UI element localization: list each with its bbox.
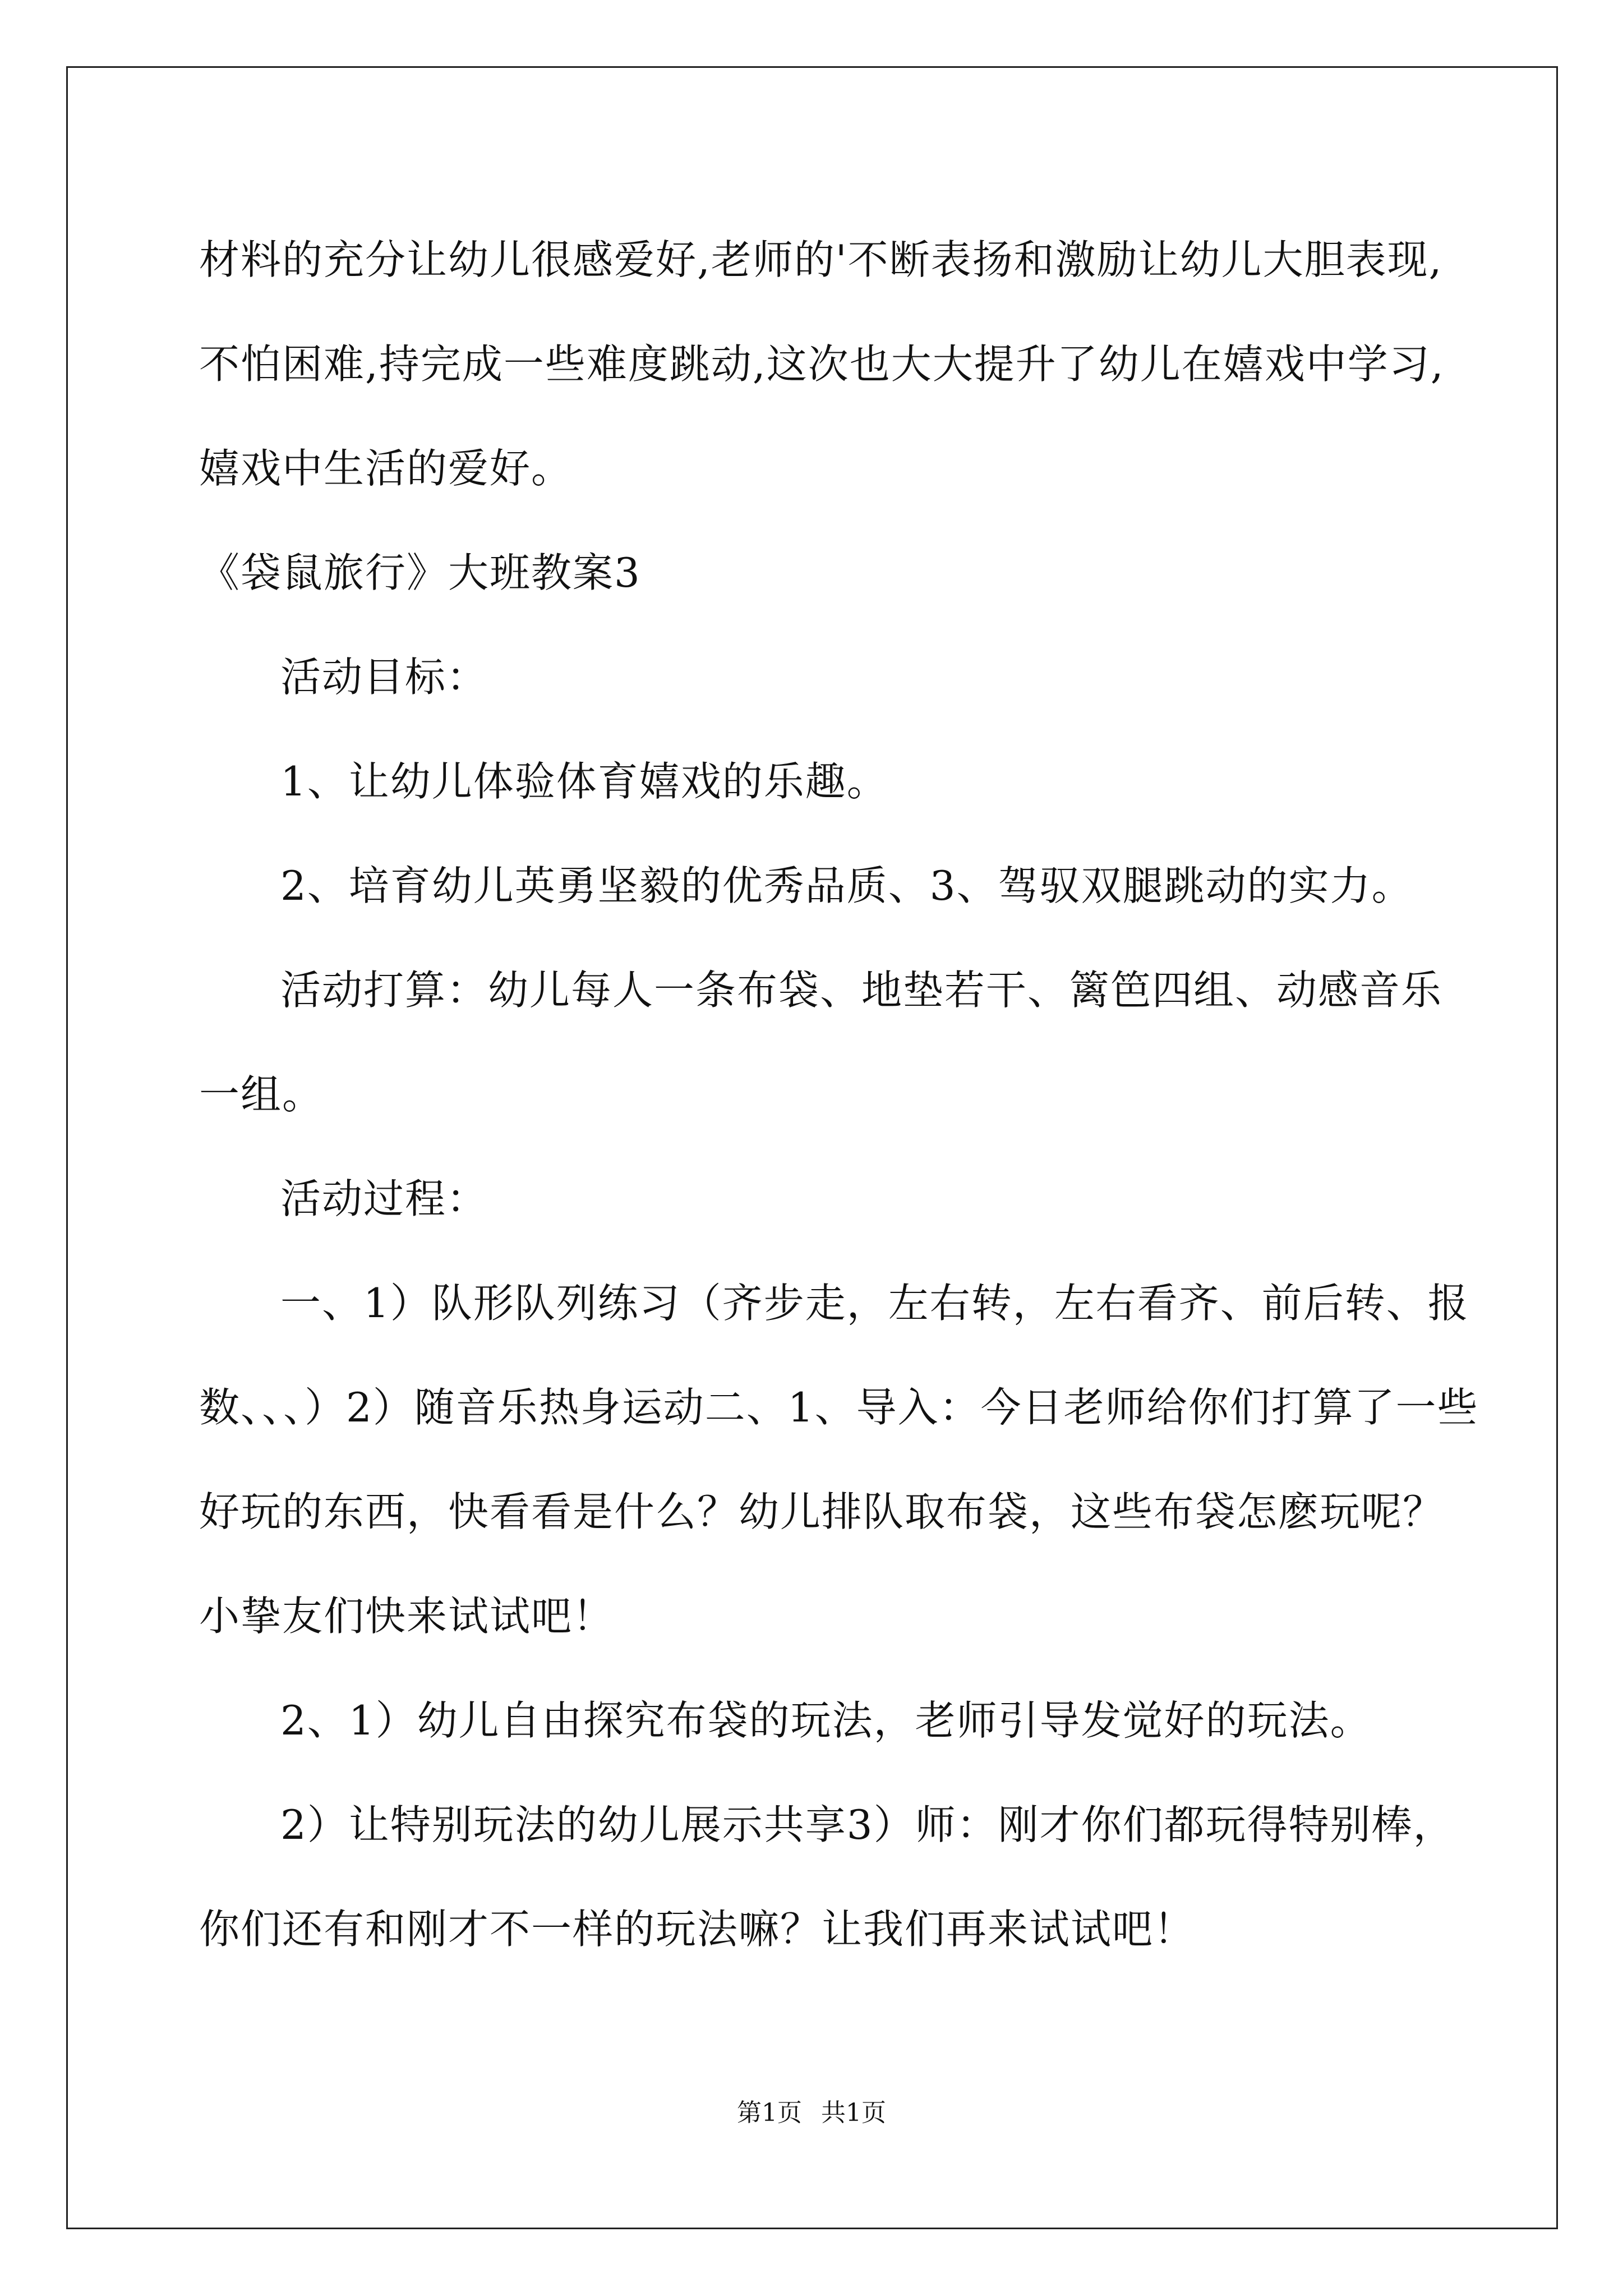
section-heading: 活动过程： — [280, 1175, 488, 1222]
paragraph-line: 嬉戏中生活的爱好。 — [199, 445, 573, 492]
paragraph-line: 1、让幼儿体验体育嬉戏的乐趣。 — [280, 758, 888, 805]
paragraph-line: 2）让特别玩法的幼儿展示共享3）师：刚才你们都玩得特别棒， — [280, 1801, 1455, 1848]
paragraph-line: 好玩的东西，快看看是什么？幼儿排队取布袋，这些布袋怎麽玩呢？ — [199, 1488, 1445, 1535]
page-number: 第1页 — [737, 2099, 802, 2127]
paragraph-line: 2、1）幼儿自由探究布袋的玩法，老师引导发觉好的玩法。 — [280, 1697, 1372, 1744]
section-heading: 活动目标： — [280, 654, 488, 701]
paragraph-line: 一、1）队形队列练习（齐步走，左右转，左右看齐、前后转、报 — [280, 1280, 1469, 1327]
paragraph-line: 数、、、）2）随音乐热身运动二、1、导入：今日老师给你们打算了一些 — [199, 1384, 1479, 1431]
paragraph-line: 你们还有和刚才不一样的玩法嘛？让我们再来试试吧！ — [199, 1906, 1196, 1953]
paragraph-line: 不怕困难,持完成一些难度跳动,这次也大大提升了幼儿在嬉戏中学习, — [199, 341, 1445, 388]
document-body — [199, 208, 1479, 1981]
section-title: 《袋鼠旅行》大班教案3 — [199, 549, 641, 596]
paragraph-line: 小挚友们快来试试吧！ — [199, 1593, 615, 1640]
page-footer — [0, 2092, 1623, 2128]
page-total: 共1页 — [821, 2099, 886, 2127]
paragraph-line: 材料的充分让幼儿很感爱好,老师的'不断表扬和激励让幼儿大胆表现, — [199, 236, 1443, 283]
paragraph-line: 一组。 — [199, 1071, 324, 1118]
paragraph-line: 2、培育幼儿英勇坚毅的优秀品质、3、驾驭双腿跳动的实力。 — [280, 862, 1413, 909]
paragraph-line: 活动打算：幼儿每人一条布袋、地垫若干、篱笆四组、动感音乐 — [280, 967, 1443, 1014]
